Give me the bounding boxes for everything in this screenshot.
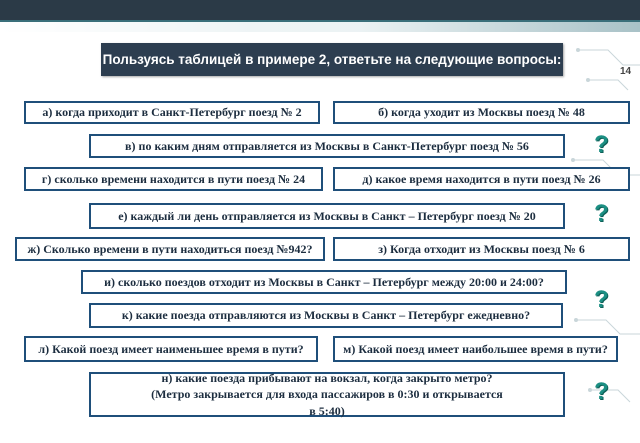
slide-title: Пользуясь таблицей в примере 2, ответьте на следующие вопросы:	[101, 43, 563, 76]
question-b: б) когда уходит из Москвы поезд № 48	[333, 101, 630, 124]
question-zh: ж) Сколько времени в пути находиться поезд №942?	[15, 237, 325, 261]
question-mark-2: ?	[594, 200, 609, 227]
question-i: и) сколько поездов отходит из Москвы в Санкт – Петербург между 20:00 и 24:00?	[81, 270, 567, 294]
top-bar	[0, 0, 640, 22]
question-k: к) какие поезда отправляются из Москвы в Санкт – Петербург ежедневно?	[89, 303, 563, 328]
page-number: 14	[620, 66, 632, 77]
question-z: з) Когда отходит из Москвы поезд № 6	[333, 237, 630, 261]
question-m: м) Какой поезд имеет наибольшее время в пути?	[333, 336, 618, 362]
question-mark-4: ?	[594, 378, 609, 405]
question-g: г) сколько времени находится в пути поезд № 24	[24, 167, 323, 191]
question-e: е) каждый ли день отправляется из Москвы в Санкт – Петербург поезд № 20	[89, 203, 565, 229]
top-bar-teal-gradient	[360, 22, 640, 32]
question-l: л) Какой поезд имеет наименьшее время в пути?	[24, 336, 318, 362]
question-v: в) по каким дням отправляется из Москвы в Санкт-Петербург поезд № 56	[89, 134, 565, 158]
question-mark-3: ?	[594, 286, 609, 313]
question-a: а) когда приходит в Санкт-Петербург поезд № 2	[24, 101, 320, 124]
question-n: н) какие поезда прибывают на вокзал, когда закрыто метро? (Метро закрывается для входа пассажиров в 0:30 и открывается в 5:40)	[89, 372, 565, 417]
question-mark-1: ?	[594, 131, 609, 158]
question-d: д) какое время находится в пути поезд № 26	[333, 167, 630, 191]
